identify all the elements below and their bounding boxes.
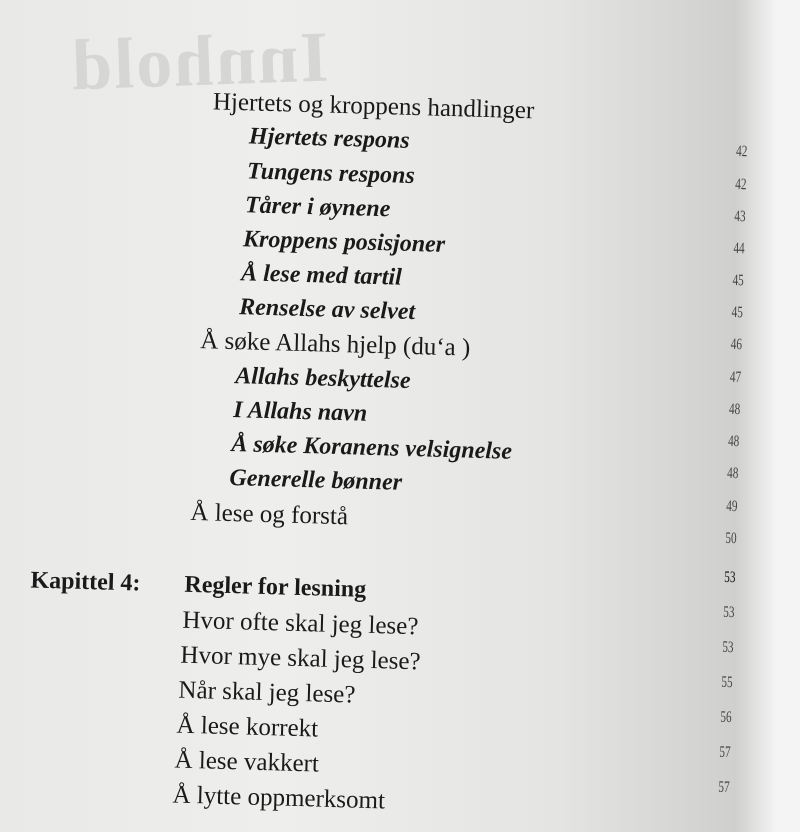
entry-title: Å lese og forstå: [190, 498, 349, 531]
entry-page: 45: [731, 303, 744, 322]
entry-page: 48: [726, 464, 739, 483]
entry-page: 44: [733, 239, 745, 258]
entry-page: 57: [719, 743, 731, 762]
entry-title: Renselse av selvet: [238, 294, 416, 326]
entry-title: Å lese med tartil: [240, 260, 403, 291]
entry-page: 49: [726, 497, 738, 516]
entry-title: Allahs beskyttelse: [234, 363, 411, 394]
entry-title: Å lese vakkert: [174, 746, 320, 778]
entry-title: Å søke Allahs hjelp (du‘a ): [199, 327, 471, 362]
entry-title: Når skal jeg lese?: [178, 676, 356, 709]
entry-title: Tungens respons: [246, 158, 416, 190]
entry-page: 55: [721, 673, 733, 692]
entry-title: Generelle bønner: [229, 464, 403, 496]
entry-title: Å lytte oppmerksomt: [172, 781, 386, 815]
entry-page: 53: [722, 638, 734, 657]
chapter-label: Kapittel 4:: [30, 567, 141, 597]
entry-page: 56: [720, 708, 732, 727]
chapter-page: 53: [724, 568, 736, 587]
entry-title: Hvor mye skal jeg lese?: [180, 641, 421, 676]
entry-page: 57: [718, 778, 730, 797]
entry-page: 46: [730, 335, 743, 354]
entry-title: Å lese korrekt: [176, 711, 319, 743]
chapter-title: Regler for lesning: [184, 571, 367, 603]
entry-title: Kroppens posisjoner: [242, 226, 446, 258]
entry-title: Å søke Koranens velsignelse: [231, 431, 513, 465]
entry-page: 53: [723, 603, 735, 622]
entry-page: 47: [729, 368, 742, 387]
entry-title: Hjertets respons: [248, 123, 410, 154]
entry-page: 42: [735, 175, 747, 194]
show-through-heading: Innhold: [68, 16, 330, 106]
entry-title: Tårer i øynene: [244, 192, 391, 223]
entry-page: 43: [734, 207, 746, 226]
entry-title: Hjertets og kroppens handlinger: [212, 88, 535, 125]
entry-page: 42: [735, 142, 748, 161]
entry-title: Hvor ofte skal jeg lese?: [182, 606, 419, 641]
entry-page: 48: [728, 400, 741, 419]
entry-page: 50: [725, 529, 737, 548]
entry-title: I Allahs navn: [232, 397, 368, 427]
entry-page: 45: [732, 271, 745, 290]
entry-page: 48: [727, 432, 740, 451]
